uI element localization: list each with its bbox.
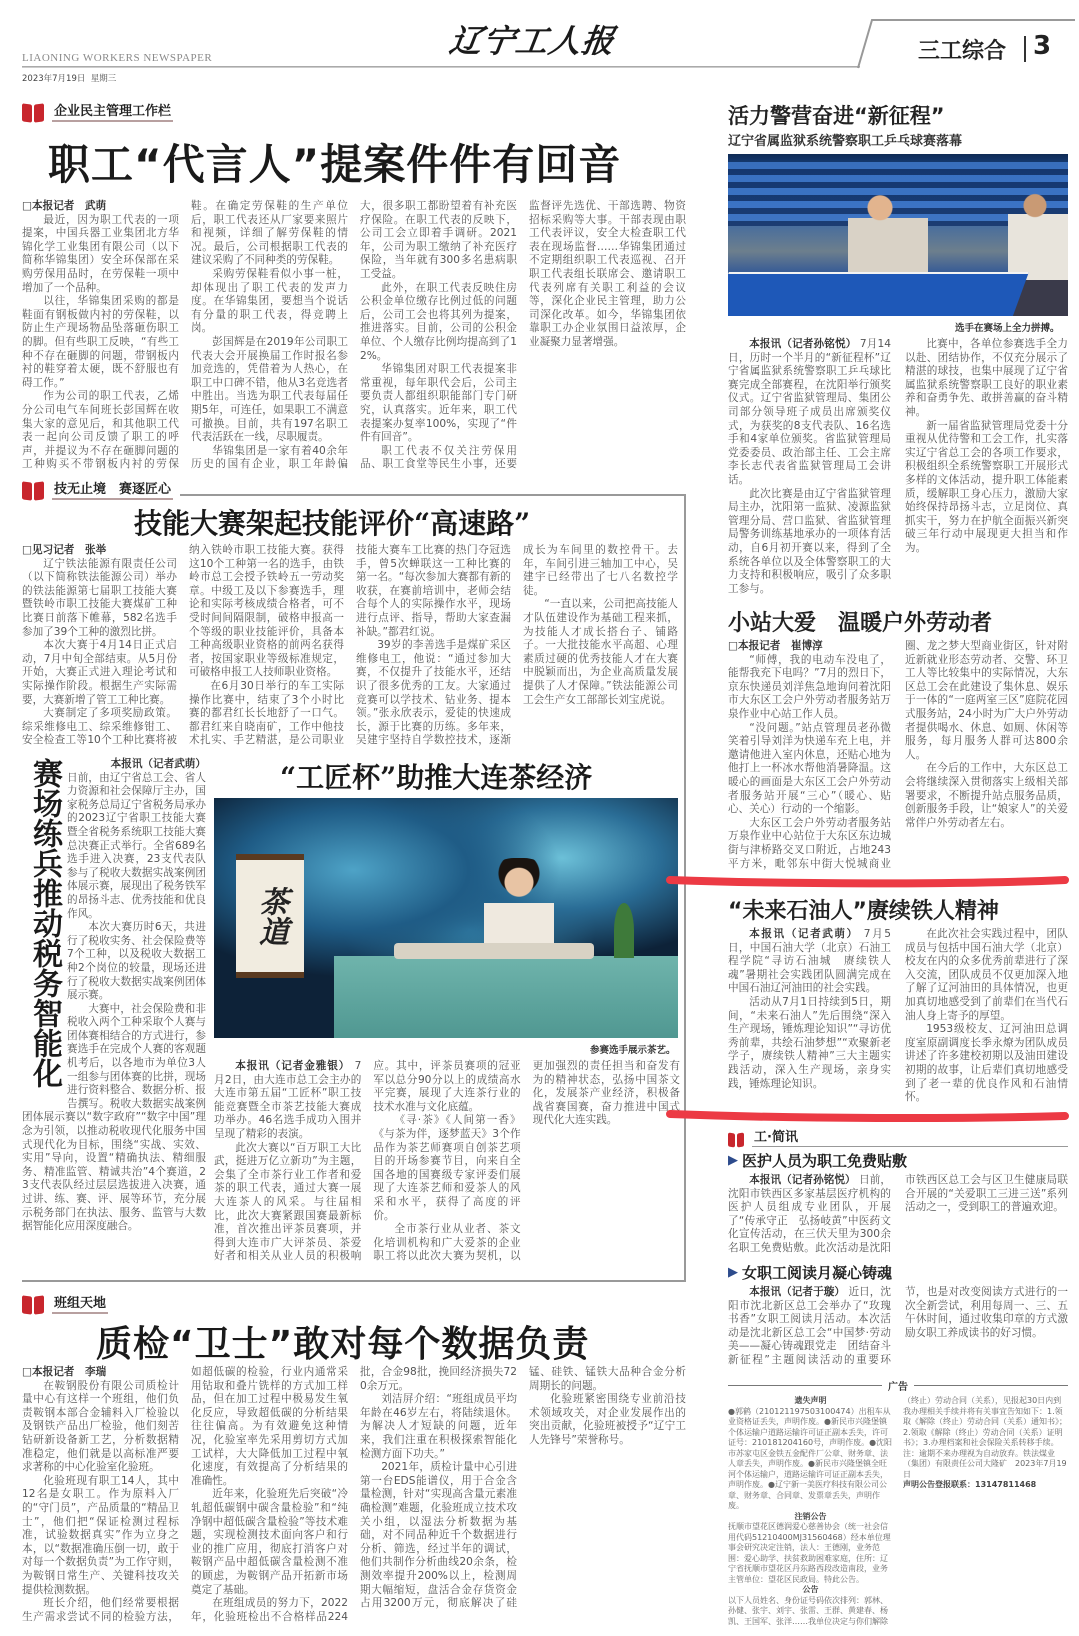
paragraph: 大赛中，社会保险费和非税收入两个工种采取个人赛与团体赛相结合的方式进行，参赛选手在完成个人赛的客观题机考后，以各地市为单位3人一组参与团体赛的比拼，现场进行资料整合、数据分析、报告撰写。税收大数据实战案例团体展示赛以“数字政府”“数字中国”理念为引领，以推动税收现代化服务中国式现代化为目标，围绕“实战、实效、实用”导向，设置“精确执法、精细服务、精准监管、精诚共治”4个赛道，23支代表队经过层层选拔进入决赛，通过讲、练、赛、评、展等环节，充分展示税务部门在执法、服务、监管与大数据智能化应用深度融合。 [22,1002,206,1233]
article-tax-contest [22,758,206,1278]
book-icon [728,1133,744,1147]
page-number: 3 [1033,31,1052,61]
scroll-calligraphy: 茶道 [253,886,288,946]
paragraph: 全市茶行业从业者、茶文化培训机构和广大爱茶的企业职工将以此次大赛为契机，以更加强烈的责任担当和奋发有为的精神状态，弘扬中国茶文化，发展茶产业经济，积极备战省赛国赛，奋力推进中国式现代化大连实践。 [373,1060,680,1263]
lead-credit: 本报讯（记者孙铭悦） [749,1174,856,1186]
paragraph: 此外，在职工代表反映住房公积金单位缴存比例过低的问题后，公司工会也将其列为提案，推进落实。目前，公司的公积金单位、个人缴存比例均提高到了12%。 [360,281,517,362]
paragraph-text: 7月2日，由大连市总工会主办的大连市第五届“工匠杯”职工技能竞赛暨全市茶艺技能大赛成功举办。46名选手成功入围并呈现了精彩的表演。 [214,1060,362,1140]
paragraph: 辽宁铁法能源有限责任公司（以下简称铁法能源公司）举办的铁法能源第七届职工技能大赛暨铁岭市职工技能大赛煤矿工种比赛日前落下帷幕，582名选手参加了39个工种的激烈比拼。 [22,557,177,638]
red-marker-stroke [660,1106,1075,1126]
paragraph: 活动从7月1日持续到5日，期间，“未来石油人”先后围绕“深入生产现场，锤炼理论知识”“寻访优秀前辈，共绘石油梦想”“欢聚新老学子，赓续铁人精神”三大主题实践活动，深入生产现场，亲身实践，锤炼理论知识。 [728,995,891,1090]
paragraph-text: 7月5日，中国石油大学（北京）石油工程学院“寻访石油城 赓续铁人魂”暑期社会实践团队圆满完成在中国石油辽河油田的社会实践。 [728,928,891,995]
photo-caption: 参赛选手展示茶艺。 [590,1045,676,1056]
paragraph: 新一届省监狱管理局党委十分重视从优待警和工会工作，扎实落实辽宁省总工会的各项工作要求，积极组织全系统警察职工开展形式多样的文体活动，提升职工体能素质，缓解职工身心压力，激励大家始终保持昂扬斗志，立足岗位、真抓实干，努力在护航全面振兴新突破三年行动中展现更大担当和作为。 [905,419,1068,554]
article-body-quality-inspection [22,1366,686,1632]
book-icon [22,104,44,122]
article-body-future-oil-workers [728,928,1068,1106]
byline: □见习记者 张举 [22,544,107,556]
ad-contact: 声明公告登报联系：13147811468 [903,1480,1037,1489]
lead-credit: 本报讯（记者孙铭悦） [749,338,857,350]
vertical-headline-tax: 赛场练兵推动税务智能化 [27,758,62,1088]
paragraph: 在6月30日举行的车工实际操作比赛中，结束了3个小时比赛的都君红长长地舒了一口气。都君红来自晓南矿，工作中他技术扎实、手艺精湛，是公司职业技能大赛车工比赛的热门夺冠选手，曾5次蝉联这一工种比赛的第一名。“每次参加大赛都有新的收获，在赛前培训中，老师会结合每个人的实际操作水平，现场进行点评、指导，帮助大家查漏补缺。”都君红说。 [189,544,511,747]
paragraph: 本次大赛于4月14日正式启动，7月中旬全部结束。从5月份开始，大赛正式进入理论考试和实际操作阶段。根据生产实际需要，大赛新增了管工工种比赛。 [22,639,177,706]
headline-skills-contest: 技能大赛架起技能评价“高速路” [134,507,531,540]
masthead [0,0,1079,90]
headline-table-tennis: 活力警营奋进“新征程” [728,104,945,128]
ad-heading: 遗失声明 [794,1396,827,1405]
lead-credit: 本报讯（记者金雅银） [235,1060,351,1072]
photo-tea-ceremony [214,798,678,1038]
headline-outdoor-workers-station: 小站大爱 温暖户外劳动者 [728,611,993,636]
red-marker-stroke [660,872,1075,892]
column-tag-briefs [728,1126,1068,1147]
section-name: 三工综合 [918,39,1007,64]
paragraph: “一直以来，公司把高技能人才队伍建设作为基础工程来抓，为技能人才成长搭台子、铺路子。一大批技能水平高超、心理素质过硬的优秀技能人才在大赛中脱颖而出，为企业高质量发展提供了人才保障。”铁法能源公司工会生产女工部部长刘宝虎说。 [523,598,678,706]
paragraph: 2021年，质检计量中心引进第一台EDS能谱仪，用于合金含量检测，针对“实现高含量元素准确检测”难题，化验班成立技术攻关小组，以湿法分析数据为基础，对不同品种近千个数据进行分析、筛选，经过半年的调试，他们共制作分析曲线20余条，检测效率提升200%以上，检测周期大幅缩短，盘活合金存货资金占用3200万元，彻底解决了硅锰、硅铁、锰铁大品种合金分析周期长的问题。 [360,1366,686,1610]
paragraph-text: 近日，沈阳市沈北新区总工会举办了“玫瑰书香”女职工阅读月活动。本次活动是沈北新区总工会“中国梦·劳动美——凝心铸魂跟党走 团结奋斗新征程”主题阅读活动的重要环节，也是对改变阅读方式进行的一次全新尝试，利用每周一、三、五午休时间，通过收集印章的方式激励女职工养成读书的好习惯。 [728,1286,1068,1366]
paragraph-text: 日前，沈阳市铁西区多家基层医疗机构的医护人员组成专业团队，开展了“传承守正 弘扬岐黄”中医药文化宣传活动，在三伏天里为300余名职工免费贴敷。此次活动是沈阳市铁西区总工会与区卫生健康局联合开展的“关爱职工三进三送”系列活动之一，受到职工的普遍欢迎。 [728,1174,1068,1254]
column-tag-label: 技无止境 赛逐匠心 [52,478,173,500]
paragraph: 大东区工会户外劳动者服务站万泉作业中心站位于大东区东边城街与津桥路交叉口附近，占地243平方米，毗邻东中街大悦城商业圈、龙之梦大型商业街区，针对附近新就业形态劳动者、交警、环卫工人等比较集中的实际情况，大东区总工会在此建设了集休息、娱乐于一体的“一庭两室三区”庭院花园式服务站，24小时为广大户外劳动者提供喝水、休息、如厕、休闲等服务，每月服务人群可达800余人。 [728,640,1068,870]
classified-ads [728,1396,1068,1630]
paragraph [728,1286,1068,1370]
triangle-bullet-icon: ▶ [728,1265,738,1280]
paragraph: 刘洁屏介绍：“班组成员平均年龄在46岁左右，将陆续退休。为解决人才短缺的问题，近年来，我们注重在积极探索智能化检测方面下功夫。” [360,1393,517,1460]
issue-date: 2023年7月19日 星期三 [22,74,117,84]
ad-section-label: 广告 [888,1382,908,1393]
book-icon [22,1296,44,1314]
paragraph: 采购劳保鞋看似小事一桩，却体现出了职工代表的发声力度。在华锦集团，要想当个说话有分量的职工代表，得竞聘上岗。 [191,267,348,335]
paragraph: 华锦集团是一家有着40余年历史的国有企业，职工年龄偏大，很多职工都盼望着有补充医疗保险。在职工代表的反映下，公司工会立即着手调研。2021年，公司为职工缴纳了补充医疗保险，当年就有300多名患病职工受益。 [191,200,517,471]
section-divider [1024,36,1026,62]
paragraph: 最近，因为职工代表的一项提案，中国兵器工业集团北方华锦化学工业集团有限公司（以下简称华锦集团）安全环保部在采购劳保用品时，在劳保鞋一项中增加了一个品种。 [22,213,179,294]
paragraph: 化验班现有职工14人，其中12名是女职工。作为原料入厂的“守门员”，产品质量的“精品卫士”，他们把“保证检测过程标准，试验数据真实”作为立身之本，以“数据准确压倒一切，敢于对每一个数据负责”为工作守则，为鞍钢日常生产、关键科技攻关提供检测数据。 [22,1474,179,1596]
paragraph: 大赛制定了多项奖励政策。综采维修电工、综采维修钳工、安全检查工等10个工种比赛将被纳入铁岭市职工技能大赛。获得这10个工种第一名的选手，由铁岭市总工会授予铁岭五一劳动奖章。中级工及以下参赛选手，理论和实际考核成绩合格者，可不受时间间隔限制，破格申报高一个等级的职业技能评价，具备本工种高级职业资格的前两名获得者，按国家职业等级标准规定，可破格申报工人技师职业资格。 [22,544,344,747]
paragraph: 39岁的李善选手是煤矿采区维修电工，他说：“通过参加大赛，不仅提升了技能水平，还结识了很多优秀的工友。大家通过竞赛可以学技术、钻业务、提本领。”张永欣表示，爱徒的快速成长，源于比赛的历练。多年来，吴建宇坚持自学数控技术，逐渐成长为车间里的数控骨干。去年，车间引进三轴加工中心，吴建宇已经带出了七八名数控学徒。 [356,544,678,747]
paragraph: 近年来，化验班先后突破“冷轧超低碳钢中碳含量检验”和“纯净钢中超低碳含量检验”等技术难题，实现检测技术面向客户和行业的推广应用，彻底打消客户对鞍钢产品中超低碳含量检测不准的顾虑，为鞍钢产品开拓新市场奠定了基础。 [191,1488,348,1596]
paragraph: 在班组成员的努力下，2022年，化验班检出不合格样品224批，合金98批，挽回经济损失720余万元。 [191,1366,517,1623]
lead-credit: 本报讯（记者于璇） [749,1286,846,1298]
article-body-representatives [22,200,686,476]
section-frame-top [180,494,686,496]
ad-text: 以下人员姓名、身份证号码依次排列：郭林、孙健、张宇、刘宇、张雷、王群、黄建春、杨凯、王国军、张洋……我单位决定与你们解除（终止）劳动合同（关系），见报起30日内到我办理相关手续并将有关事宜告知如下：1.领取《解除（终止）劳动合同（关系）通知书》；2.领取《解除（终止）劳动合同（关系）证明书》；3.办理档案和社会保险关系转移手续。注：逾期不来办理视为自动放弃。铁法煤业（集团）有限责任公司大隆矿 2023年7月19日 [728,1396,1067,1626]
paragraph: 1953级校友、辽河油田总调度室原副调度长季永燎为团队成员讲述了许多建校初期以及油田建设初期的故事，让后辈们真切地感受到了老一辈的优良作风和石油情怀。 [905,1023,1068,1104]
paragraph: 以往，华锦集团采购的都是鞋面有钢板做内衬的劳保鞋，以防止生产现场物品坠落砸伤职工的脚。但有些职工反映，“有些工种不存在砸脚的问题，带钢板内衬的鞋穿着太硬，既不舒服也有碍工作。” [22,295,179,389]
paragraph: 彭国辉是在2019年公司职工代表大会开展换届工作时报名参加竞选的，凭借着为人热心，在职工中口碑不错，他从3名竞选者中胜出。当选为职工代表每届任期5年，可连任，如果职工不满意可撤换。目前，共有197名职工代表活跃在一线，尽职履责。 [191,335,348,444]
article-body-outdoor-workers [728,640,1068,872]
headline-future-oil-workers: “未来石油人”赓续铁人精神 [728,899,999,924]
paragraph: 在鞍钢股份有限公司质检计量中心有这样一个班组，他们负责鞍钢本部合金辅料入厂检验以及钢铁产品出厂检验，他们刻苦钻研新设备新工艺，分析数据精准稳定，他们就是以高标准严要求著称的中心化验室化验班。 [22,1379,179,1474]
brief-body [728,1174,1068,1258]
newspaper-english-name: LIAONING WORKERS NEWSPAPER [22,52,213,64]
ad-section-rule [728,1378,1068,1393]
paragraph: 日前，由辽宁省总工会、省人力资源和社会保障厅主办，国家税务总局辽宁省税务局承办的2023辽宁省职工技能大赛暨全省税务系统职工技能大赛总决赛正式举行。全省689名选手进入决赛，23支代表队参与了税收大数据实战案例团体展示赛，展现出了税务铁军的昂扬斗志、优秀技能和优良作风。 [67,771,206,920]
brief-title: 医护人员为职工免费贴敷 [742,1152,908,1170]
paragraph: 本次大赛历时6天，共进行了税收实务、社会保险费等7个工种，以及税收大数据工种2个岗位的较量，现场还进行了税收大数据实战案例团体展示赛。 [67,921,206,1002]
column-tag-label: 企业民主管理工作栏 [52,100,173,122]
newspaper-logo: 辽宁工人报 [447,22,618,60]
photo-caption: 选手在赛场上全力拼搏。 [955,323,1060,334]
paragraph: “师傅，我的电动车没电了，能帮我充下电吗？”7月的烈日下，京东快递员刘洋焦急地询问着沈阳市大东区工会户外劳动者服务站万泉作业中心站工作人员。 [728,653,891,720]
paragraph [728,928,891,996]
paragraph-text: 7月14日，历时一个半月的“新征程杯”辽宁省属监狱系统警察职工乒乓球比赛完成全部赛程，在沈阳举行颁奖仪式。辽宁省监狱管理局、集团公司部分领导班子成员出席颁奖仪式，为获奖的8支代表队、16名选手和4家单位颁奖。省监狱管理局党委委员、政治部主任、工会主席李长志代表省监狱管理局工会讲话。 [728,338,891,486]
paragraph: 在此次社会实践过程中，团队成员与包括中国石油大学（北京）校友在内的众多优秀前辈进行了深入交流，团队成员不仅更加深入地了解了辽河油田的具体情况，也更加真切地感受到了前辈们在当代石油人身上寄予的厚望。 [905,928,1068,1022]
paragraph: 此次比赛是由辽宁省监狱管理局主办，沈阳第一监狱、凌源监狱管理分局、营口监狱、省监狱管理局警务训练基地承办的一项体育活动，自6月初开赛以来，得到了全系统各单位以及全体警察职工的大力支持和积极响应，吸引了众多职工参与。 [728,487,891,595]
column-tag-team [22,1292,108,1314]
subheadline-table-tennis: 辽宁省属监狱系统警察职工乒乓球赛落幕 [728,134,963,149]
paragraph: 华锦集团对职工代表提案非常重视，每年职代会后，公司主要负责人都组织职能部门专门研究，认真落实。近年来，职工代表提案办复率100%，实现了“件件有回音”。 [360,363,517,444]
brief-headline [728,1150,907,1171]
ad-text: 抚顺市望花区德润爱心慈善协会（统一社会信用代码51210400MJ31560468）经本单位理事会研究决定注销，法人：王德刚，业务范围：爱心助学、扶贫救助困难家庭，住所：辽宁省抚顺市望花区丹东路西段改造南段，业务主管单位：望花区民政局。特此公告。 [728,1522,891,1584]
masthead-rule [22,66,860,68]
triangle-bullet-icon: ▶ [728,1153,738,1168]
headline-tea-contest: “工匠杯”助推大连茶经济 [280,761,593,794]
byline: □本报记者 崔博淳 [728,640,823,652]
brief-title: 女职工阅读月凝心铸魂 [742,1264,893,1282]
byline: □本报记者 武萌 [22,200,107,212]
byline: □本报记者 李瑞 [22,1366,107,1378]
lead-credit: 本报讯（记者武萌） [110,758,206,770]
column-tag-democratic-management [22,100,173,122]
photo-table-tennis [728,154,1068,316]
paragraph: 《寻·茶》《人间第一香》《与茶为伴，逐梦蓝天》3个作品作为茶艺师赛项自创茶艺项目的开场参赛节目，向来自全国各地的国赛级专家评委们展现了大连茶艺师和爱茶人的风采和水平，获得了高度的评价。 [373,1114,521,1222]
paragraph: 在今后的工作中，大东区总工会将继续深入贯彻落实上级相关部署要求，不断提升站点服务品质，创新服务手段，让“娘家人”的关爱常伴户外劳动者左右。 [905,762,1068,829]
paragraph: 化验班紧密围绕专业前沿技术领域攻关，对企业发展作出的突出贡献，化验班被授予“辽宁工人先锋号”荣誉称号。 [529,1393,686,1446]
article-body-skills-contest [22,544,678,750]
brief-headline [728,1262,892,1283]
paragraph [214,1060,361,1142]
article-body-tea-contest [214,1060,680,1272]
headline-worker-representatives: 职工“代言人”提案件件有回音 [48,140,622,189]
ad-text: ●郭鹤（210121197503100474）出租车从业资格证丢失，声明作废。●新民市兴隆堡镇个体运输户道路运输许可证正副本丢失，许可证号：210181204160号，声明作废。●沈阳市苏家屯区金铁五金配件厂公章、财务章、法人章丢失，声明作废。●新民市兴隆堡镇全旺河个体运输户，道路运输许可证正副本丢失，声明作废。●辽宁新一美医疗科技有限公司公章、财务章、合同章、发票章丢失，声明作废。 [728,1406,893,1510]
paragraph: 作为公司的职工代表，乙烯分公司电气车间班长彭国辉在收集大家的意见后，和其他职工代表一起向公司反馈了职工的呼声，并提议为不存在砸脚问题的工种购买不带钢板内衬的劳保鞋。在确定劳保鞋的生产单位后，职工代表还从厂家要来照片和视频，详细了解劳保鞋的情况。最后，公司根据职工代表的建议采购了不同种类的劳保鞋。 [22,200,348,471]
book-icon [22,482,44,500]
column-tag-skills [22,478,173,500]
ad-heading: 注销公告 [794,1511,827,1521]
ad-heading: 公告 [802,1585,819,1594]
paragraph [728,338,891,488]
paragraph: 班长介绍，他们经常要根据生产需求尝试不同的检验方法，如超低碳的检验，行业内通常采用钻取和叠片铣样的方式加工样品，但在加工过程中极易发生氧化反应，导致超低碳的分析结果往往偏高。为有效避免这种情况，化验室率先采用剪切方式加工试样，大大降低加工过程中氧化速度，有效提高了分析结果的准确性。 [22,1366,348,1623]
paragraph: 此次大赛以“百万职工大比武，挺进万亿立新功”为主题，会集了全市茶行业工作者和爱茶的职工代表，通过大赛一展大连茶人的风采。与往届相比，此次大赛紧跟国赛最新标准，首次推出评茶员赛项，并得到大连市广大评茶员、茶爱好者和相关从业人员的积极响应。其中，评茶员赛项的冠亚军以总分90分以上的成绩高水平完赛，展现了大连茶行业的技术水准与文化底蕴。 [214,1060,521,1263]
column-tag-label: 工·简讯 [752,1126,1068,1147]
paragraph [728,1174,1068,1258]
paragraph: 比赛中，各单位参赛选手全力以赴、团结协作，不仅充分展示了精湛的球技，也集中展现了辽宁省属监狱系统警察职工良好的职业素养和奋勇争先、敢拼善赢的奋斗精神。 [905,338,1068,418]
paragraph: 职工代表不仅关注劳保用品、职工食堂等民生小事，还要监督评先选优、干部选聘、物资招标采购等大事。干部表现由职工代表评议，安全大检查职工代表在现场监督……华锦集团通过不定期组织职工代表巡视、召开职工代表组长联席会、邀请职工代表列席有关职工利益的会议等，深化企业民主管理，助力公司深化改革。如今，华锦集团依靠职工办企业氛围日益浓厚，企业凝聚力显著增强。 [360,200,686,471]
paragraph: “没问题。”站点管理员老孙微笑着引导刘洋为快递车充上电，并邀请他进入室内休息，还贴心地为他打上一杯冰水帮他消暑降温。这暖心的画面是大东区工会户外劳动者服务站开展“三心”（暖心、贴心、关心）行动的一个缩影。 [728,721,891,816]
headline-quality-inspection: 质检“卫士”敢对每个数据负责 [96,1324,590,1365]
column-tag-label: 班组天地 [52,1292,108,1314]
lead-credit: 本报讯（记者武萌） [749,928,859,940]
brief-body [728,1286,1068,1370]
article-body-table-tennis [728,338,1068,600]
